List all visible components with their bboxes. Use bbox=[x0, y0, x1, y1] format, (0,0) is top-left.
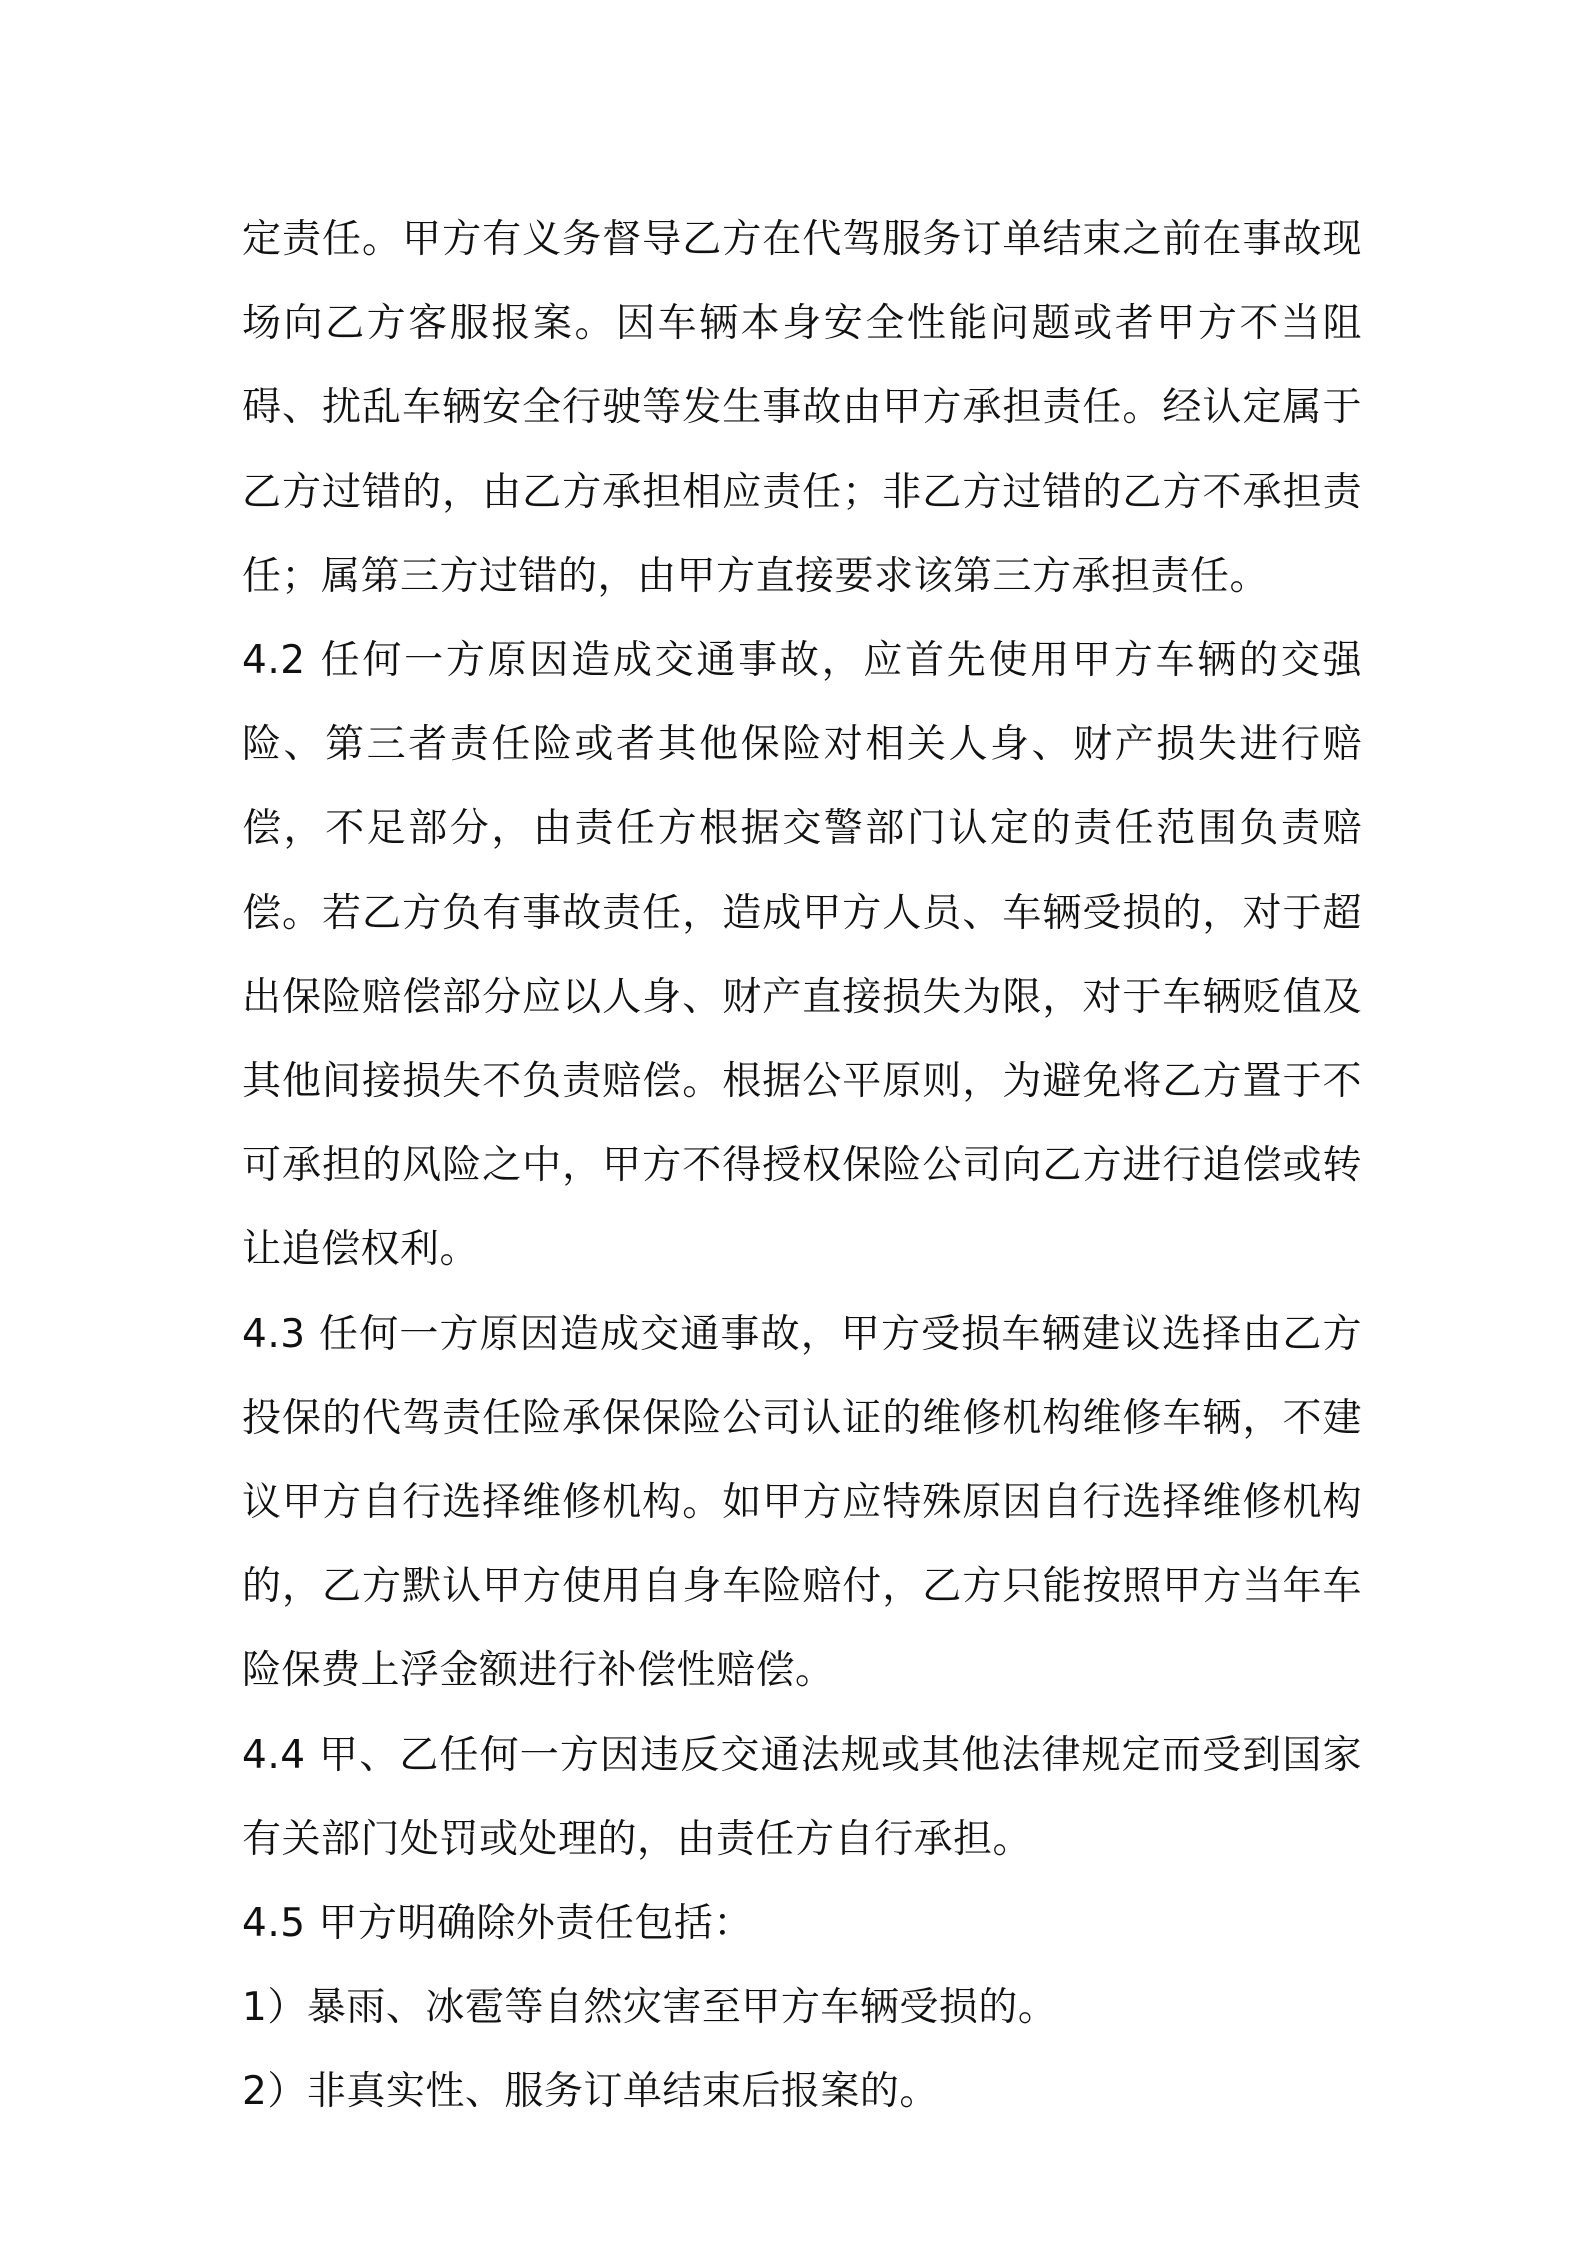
paragraph-4-5: 4.5 甲方明确除外责任包括： bbox=[242, 1901, 753, 1947]
paragraph-liability-continued: 定责任。甲方有义务督导乙方在代驾服务订单结束之前在事故现场向乙方客服报案。因车辆本身安全性能问题或者甲方不当阻碍、扰乱车辆安全行驶等发生事故由甲方承担责任。经认定属于乙方过错的，由乙方承担相应责任；非乙方过错的乙方不承担责任；属第三方过错的，由甲方直接要求该第三方承担责任。 bbox=[242, 217, 1362, 599]
exclusion-item-1: 1）暴雨、冰雹等自然灾害至甲方车辆受损的。 bbox=[242, 1985, 1058, 2031]
document-body bbox=[242, 198, 1362, 2135]
exclusion-item-2: 2）非真实性、服务订单结束后报案的。 bbox=[242, 2069, 939, 2115]
paragraph-4-4: 4.4 甲、乙任何一方因违反交通法规或其他法律规定而受到国家有关部门处罚或处理的，由责任方自行承担。 bbox=[242, 1732, 1362, 1862]
paragraph-4-3: 4.3 任何一方原因造成交通事故，甲方受损车辆建议选择由乙方投保的代驾责任险承保保险公司认证的维修机构维修车辆，不建议甲方自行选择维修机构。如甲方应特殊原因自行选择维修机构的，乙方默认甲方使用自身车险赔付，乙方只能按照甲方当年车险保费上浮金额进行补偿性赔偿。 bbox=[242, 1311, 1362, 1694]
paragraph-4-2: 4.2 任何一方原因造成交通事故，应首先使用甲方车辆的交强险、第三者责任险或者其他保险对相关人身、财产损失进行赔偿，不足部分，由责任方根据交警部门认定的责任范围负责赔偿。若乙方负有事故责任，造成甲方人员、车辆受损的，对于超出保险赔偿部分应以人身、财产直接损失为限，对于车辆贬值及其他间接损失不负责赔偿。根据公平原则，为避免将乙方置于不可承担的风险之中，甲方不得授权保险公司向乙方进行追偿或转让追偿权利。 bbox=[242, 638, 1362, 1273]
